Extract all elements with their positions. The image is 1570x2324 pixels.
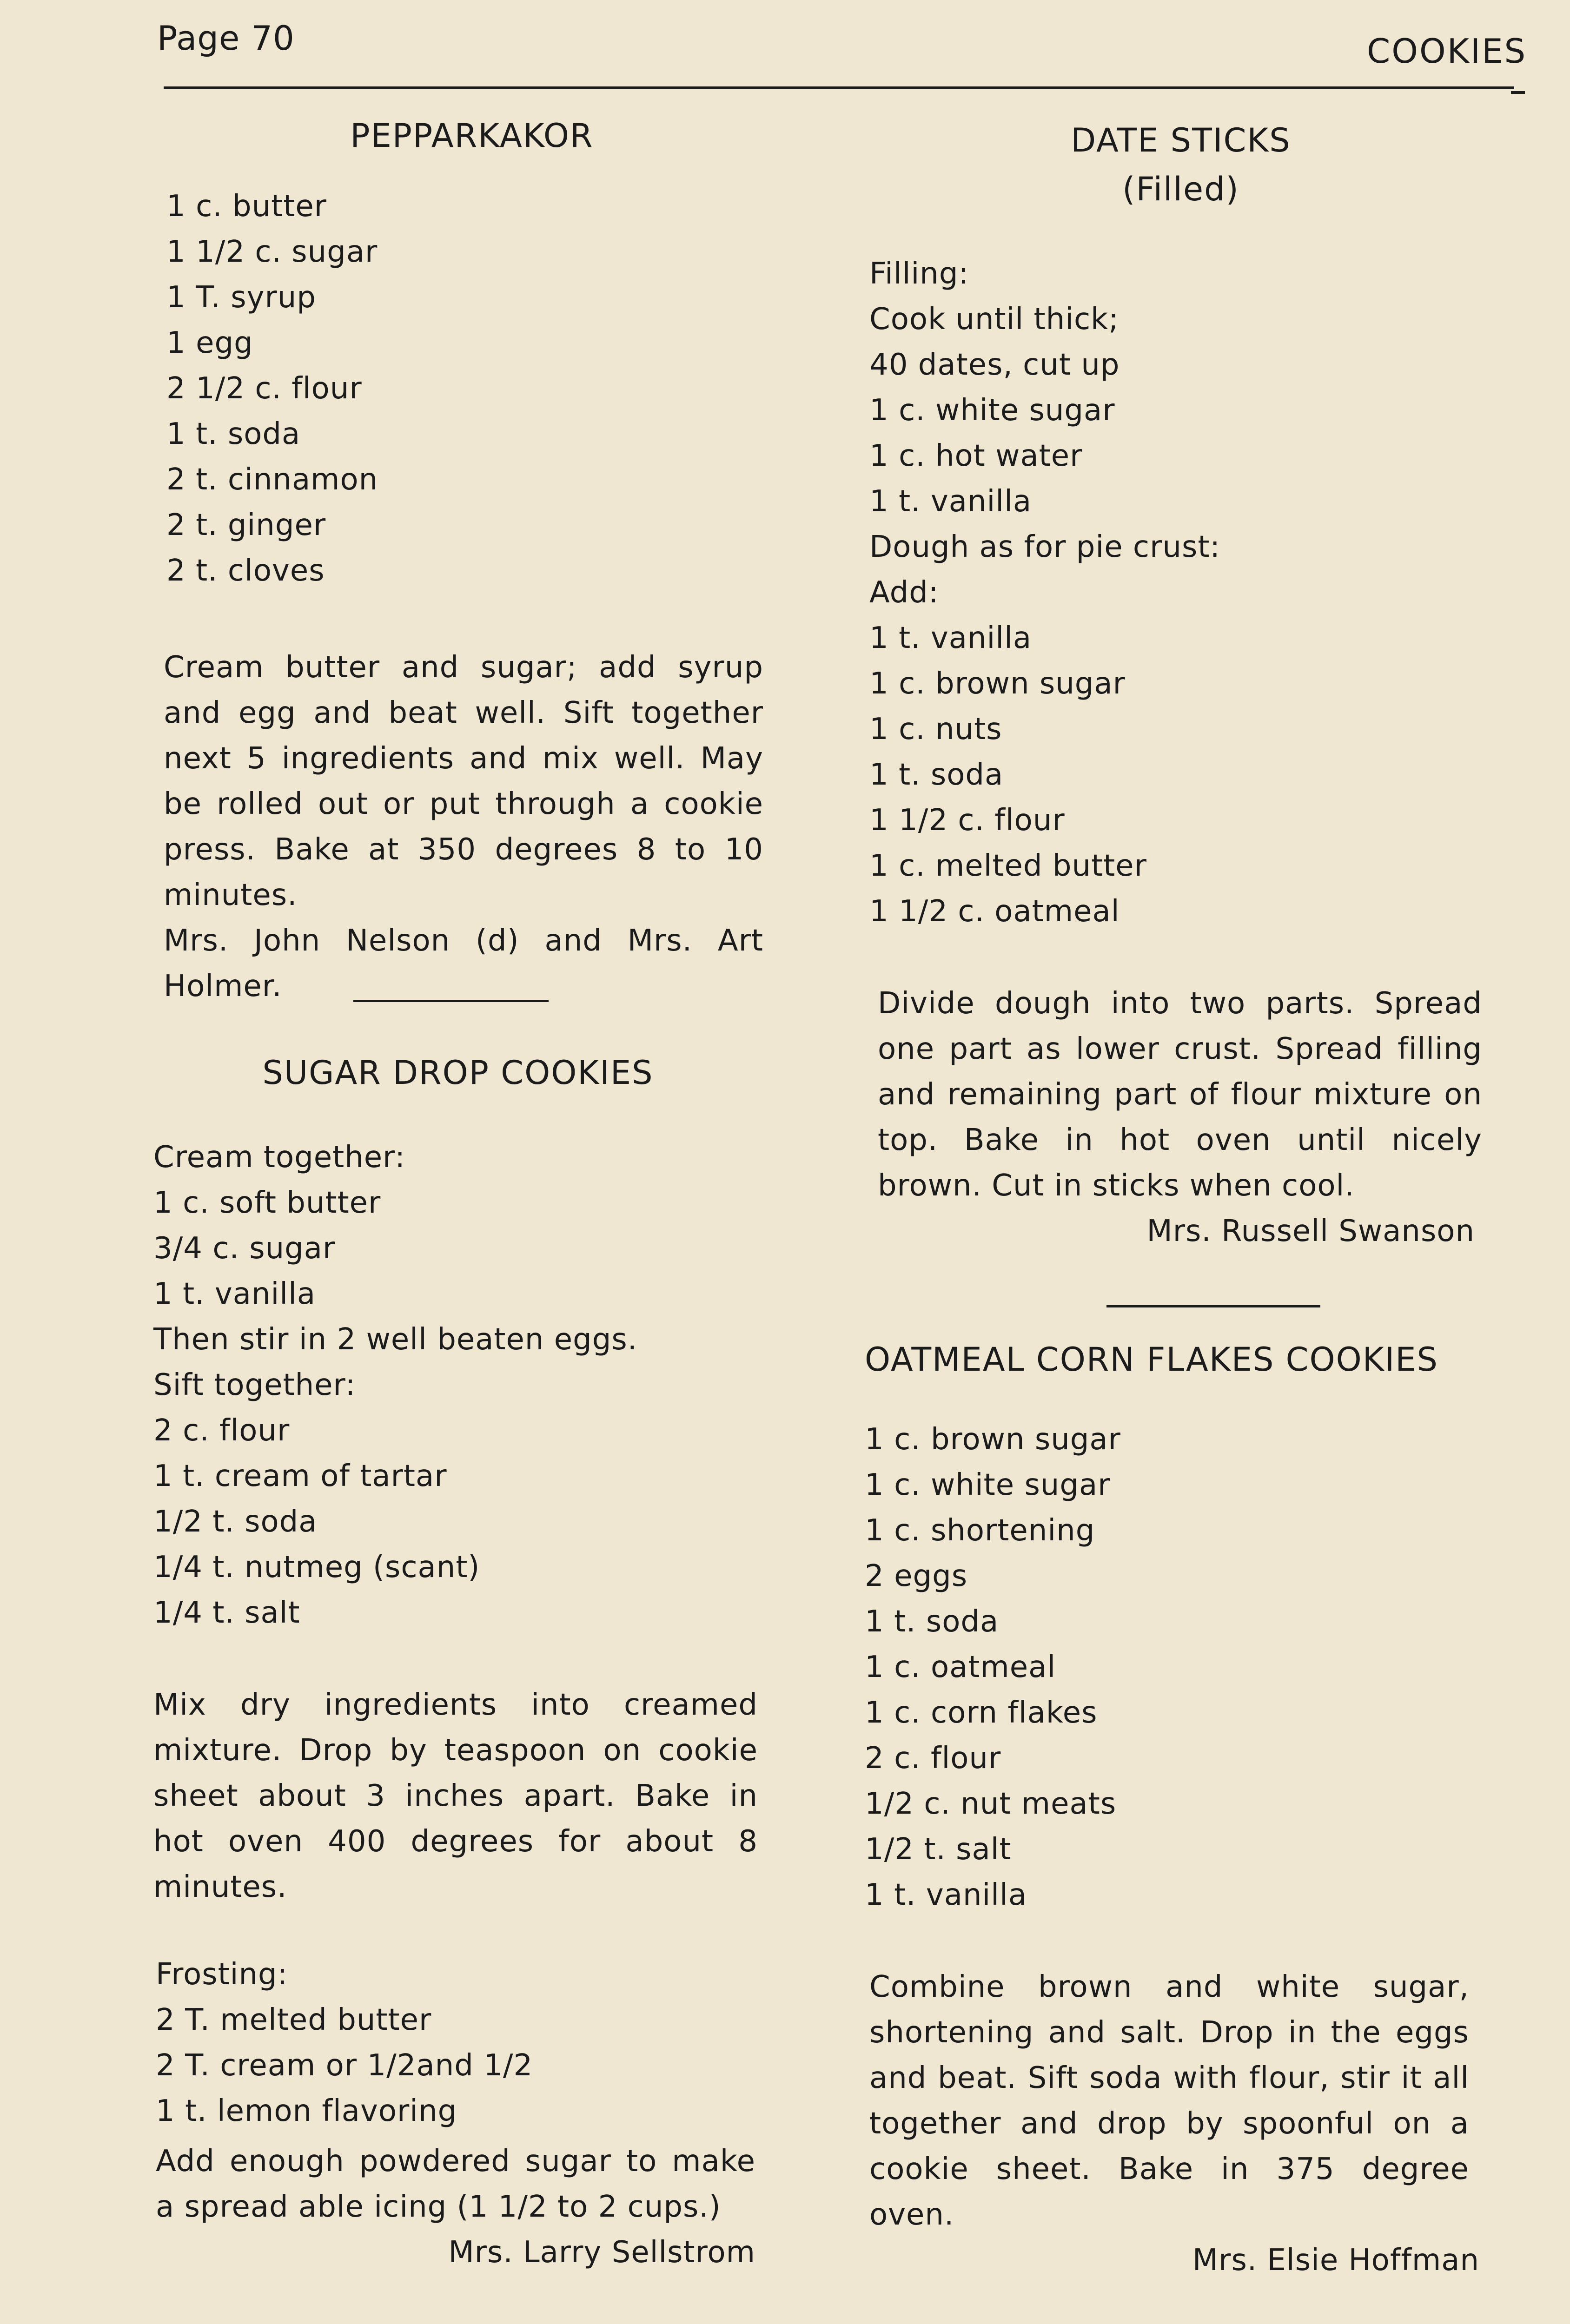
ingredient: 1 c. shortening <box>865 1513 1095 1548</box>
ingredient: Frosting: <box>156 1957 288 1992</box>
ingredient: Cream together: <box>153 1140 405 1175</box>
ingredient: 1 t. vanilla <box>153 1277 316 1311</box>
ingredient: 3/4 c. sugar <box>153 1231 336 1266</box>
ingredient: 1/2 t. soda <box>153 1505 318 1539</box>
recipe-title: PEPPARKAKOR <box>350 117 594 155</box>
ingredient: 1 t. soda <box>865 1604 999 1639</box>
recipe-pepparkakor <box>153 112 772 1002</box>
ingredient: Filling: <box>869 257 969 291</box>
header-rule-tail <box>1511 91 1525 94</box>
ingredient: Then stir in 2 well beaten eggs. <box>153 1322 638 1357</box>
recipe-divider <box>1106 1305 1320 1307</box>
section-title: COOKIES <box>1367 32 1527 71</box>
ingredient: Cook until thick; <box>869 302 1119 337</box>
ingredient: 1 c. oatmeal <box>865 1650 1056 1684</box>
ingredient: 1 c. nuts <box>869 712 1002 746</box>
recipe-divider <box>353 1000 549 1002</box>
recipe-contributor: Mrs. Larry Sellstrom <box>448 2235 755 2270</box>
ingredient: 1 T. syrup <box>166 280 316 315</box>
ingredient: 1 c. hot water <box>869 439 1083 473</box>
frosting-list <box>156 1952 772 2134</box>
ingredient: 1 t. vanilla <box>865 1878 1027 1912</box>
recipe-title: OATMEAL CORN FLAKES COOKIES <box>865 1340 1438 1379</box>
recipe-directions: Divide dough into two parts. Spread one part as lower crust. Spread filling and remaining part of flour mixture on top. Bake in hot oven until nicely brown. Cut in sticks when cool. <box>878 986 1482 1203</box>
ingredient: 1 c. white sugar <box>865 1468 1111 1502</box>
recipe-oatmeal-corn-flakes-cookies <box>865 1335 1488 2283</box>
ingredient: 2 T. cream or 1/2and 1/2 <box>156 2048 533 2083</box>
ingredient: 1 t. soda <box>166 417 301 451</box>
recipe-directions: Combine brown and white sugar, shortening and salt. Drop in the eggs and beat. Sift soda with flour, stir it all together and drop by spoonful on a cookie sheet. Bake in 375 degree oven. <box>869 1970 1469 2232</box>
recipe-title: SUGAR DROP COOKIES <box>262 1054 654 1092</box>
ingredient-list <box>153 1135 772 1636</box>
ingredient: 1/4 t. salt <box>153 1596 300 1630</box>
ingredient: 1 t. lemon flavoring <box>156 2094 457 2128</box>
recipe-date-sticks <box>865 116 1488 1307</box>
page-number: Page 70 <box>157 19 295 58</box>
recipe-directions: Mix dry ingredients into creamed mixture. Drop by teaspoon on cookie sheet about 3 inches apart. Bake in hot oven 400 degrees for about 8 minutes. <box>153 1688 758 1904</box>
ingredient: 1/4 t. nutmeg (scant) <box>153 1550 480 1585</box>
ingredient: 2 t. cinnamon <box>166 462 378 497</box>
ingredient: 1 1/2 c. sugar <box>166 235 378 269</box>
ingredient: 1 c. brown sugar <box>865 1422 1121 1457</box>
ingredient: 1 t. vanilla <box>869 484 1032 519</box>
header-rule <box>164 86 1514 89</box>
recipe-contributor: Mrs. Russell Swanson <box>1146 1214 1475 1248</box>
ingredient: 1 c. corn flakes <box>865 1696 1098 1730</box>
ingredient: 1 c. butter <box>166 189 327 224</box>
ingredient: 1 t. vanilla <box>869 621 1032 655</box>
ingredient-list <box>869 251 1488 934</box>
ingredient: 1 c. white sugar <box>869 393 1115 428</box>
ingredient-list <box>166 184 772 594</box>
recipe-directions: Cream butter and sugar; add syrup and egg and beat well. Sift together next 5 ingredients and mix well. May be rolled out or put through a cookie press. Bake at 350 degrees 8 to 10 minutes. <box>164 650 763 912</box>
ingredient: 1 1/2 c. oatmeal <box>869 894 1120 929</box>
recipe-subtitle: (Filled) <box>1122 170 1239 208</box>
ingredient: 1 egg <box>166 326 253 360</box>
ingredient: 1 c. soft butter <box>153 1186 381 1220</box>
recipe-contributor: Mrs. John Nelson (d) and Mrs. Art Holmer. <box>164 924 763 1004</box>
ingredient: 1 t. cream of tartar <box>153 1459 447 1493</box>
ingredient-list <box>865 1417 1488 1918</box>
left-column <box>153 112 772 2275</box>
ingredient: 2 T. melted butter <box>156 2003 432 2037</box>
recipe-title: DATE STICKS <box>1071 121 1291 159</box>
ingredient: 2 eggs <box>865 1559 968 1593</box>
ingredient: 1 c. melted butter <box>869 849 1147 883</box>
ingredient: 1 t. soda <box>869 758 1004 792</box>
recipe-sugar-drop-cookies <box>153 1049 772 2275</box>
ingredient: 2 t. cloves <box>166 554 325 588</box>
ingredient: Dough as for pie crust: <box>869 530 1220 564</box>
ingredient: 1 c. brown sugar <box>869 667 1126 701</box>
ingredient: Sift together: <box>153 1368 356 1402</box>
frosting-directions: Add enough powdered sugar to make a spread able icing (1 1/2 to 2 cups.) <box>156 2144 755 2224</box>
ingredient: 2 c. flour <box>865 1741 1001 1776</box>
right-column <box>865 116 1488 2283</box>
ingredient: 40 dates, cut up <box>869 348 1120 382</box>
ingredient: 2 t. ginger <box>166 508 326 542</box>
ingredient: 2 c. flour <box>153 1413 290 1448</box>
ingredient: 1 1/2 c. flour <box>869 803 1065 838</box>
ingredient: 2 1/2 c. flour <box>166 371 362 406</box>
recipe-contributor: Mrs. Elsie Hoffman <box>1192 2243 1479 2278</box>
ingredient: 1/2 t. salt <box>865 1832 1012 1867</box>
ingredient: Add: <box>869 575 939 610</box>
ingredient: 1/2 c. nut meats <box>865 1787 1117 1821</box>
